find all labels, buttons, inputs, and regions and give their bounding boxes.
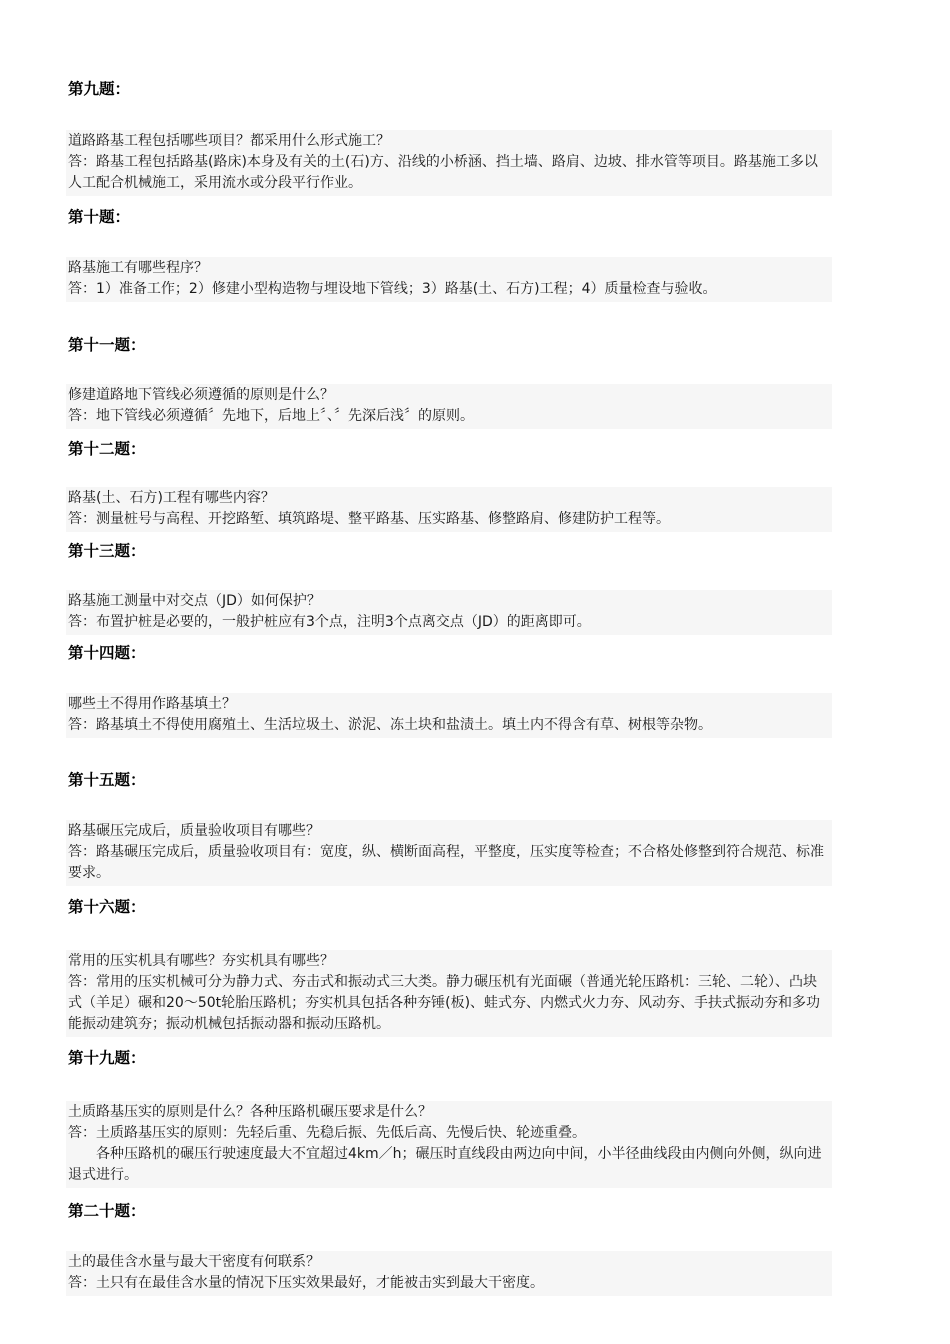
answer-text <box>68 972 830 1035</box>
qa-block <box>66 257 832 302</box>
qa-block <box>66 130 832 196</box>
answer-text <box>68 612 830 633</box>
question-heading: 第十三题： <box>68 542 146 560</box>
question-heading: 第十四题： <box>68 644 146 662</box>
question-text: 路基施工有哪些程序？ <box>68 260 208 276</box>
answer-paragraph: 答：土质路基压实的原则：先轻后重、先稳后振、先低后高、先慢后快、轮迹重叠。 <box>68 1125 586 1141</box>
question-heading: 第十九题： <box>68 1049 146 1067</box>
answer-text <box>68 1273 830 1294</box>
answer-paragraph: 答：路基填土不得使用腐殖土、生活垃圾土、淤泥、冻土块和盐渍土。填土内不得含有草、树根等杂物。 <box>68 717 712 733</box>
qa-block <box>66 384 832 429</box>
question-text: 修建道路地下管线必须遵循的原则是什么？ <box>68 387 334 403</box>
qa-block <box>66 820 832 886</box>
answer-text <box>68 152 830 194</box>
answer-paragraph: 答：路基工程包括路基(路床)本身及有关的土(石)方、沿线的小桥涵、挡土墙、路肩、边坡、排水管等项目。路基施工多以人工配合机械施工，采用流水或分段平行作业。 <box>68 154 818 191</box>
answer-paragraph: 各种压路机的碾压行驶速度最大不宜超过4km／h；碾压时直线段由两边向中间，小半径曲线段由内侧向外侧，纵向进退式进行。 <box>68 1146 822 1183</box>
qa-block <box>66 487 832 532</box>
question-text: 路基(土、石方)工程有哪些内容？ <box>68 490 275 506</box>
question-heading: 第二十题： <box>68 1202 146 1220</box>
question-heading: 第十五题： <box>68 771 146 789</box>
question-heading: 第十题： <box>68 208 131 226</box>
question-text: 常用的压实机具有哪些？夯实机具有哪些？ <box>68 953 334 969</box>
answer-text <box>68 279 830 300</box>
qa-block <box>66 950 832 1037</box>
question-heading: 第十二题： <box>68 440 146 458</box>
answer-paragraph: 答：路基碾压完成后，质量验收项目有：宽度，纵、横断面高程，平整度，压实度等检查；不合格处修整到符合规范、标准要求。 <box>68 844 824 881</box>
answer-text <box>68 509 830 530</box>
question-heading: 第十六题： <box>68 898 146 916</box>
answer-text <box>68 1123 830 1186</box>
qa-block <box>66 693 832 738</box>
question-text: 路基施工测量中对交点（JD）如何保护？ <box>68 593 321 609</box>
answer-paragraph: 答：1）准备工作；2）修建小型构造物与埋设地下管线；3）路基(土、石方)工程；4）质量检查与验收。 <box>68 281 717 297</box>
answer-paragraph: 答：地下管线必须遵循〞先地下，后地上〞、〞先深后浅〞的原则。 <box>68 408 474 424</box>
answer-paragraph: 答：土只有在最佳含水量的情况下压实效果最好，才能被击实到最大干密度。 <box>68 1275 544 1291</box>
question-text: 路基碾压完成后，质量验收项目有哪些？ <box>68 823 320 839</box>
answer-text <box>68 842 830 884</box>
question-text: 哪些土不得用作路基填土？ <box>68 696 236 712</box>
answer-paragraph: 答：布置护桩是必要的，一般护桩应有3个点，注明3个点离交点（JD）的距离即可。 <box>68 614 591 630</box>
question-text: 土质路基压实的原则是什么？各种压路机碾压要求是什么？ <box>68 1104 432 1120</box>
answer-text <box>68 715 830 736</box>
question-text: 道路路基工程包括哪些项目？都采用什么形式施工？ <box>68 133 390 149</box>
question-text: 土的最佳含水量与最大干密度有何联系？ <box>68 1254 320 1270</box>
question-heading: 第十一题： <box>68 336 146 354</box>
answer-text <box>68 406 830 427</box>
question-heading: 第九题： <box>68 80 131 98</box>
qa-block <box>66 1101 832 1188</box>
qa-block <box>66 1251 832 1296</box>
qa-block <box>66 590 832 635</box>
answer-paragraph: 答：测量桩号与高程、开挖路堑、填筑路堤、整平路基、压实路基、修整路肩、修建防护工程等。 <box>68 511 670 527</box>
answer-paragraph: 答：常用的压实机械可分为静力式、夯击式和振动式三大类。静力碾压机有光面碾（普通光轮压路机：三轮、二轮）、凸块式（羊足）碾和20～50t轮胎压路机；夯实机具包括各种夯锤(板)、蛙式夯、内燃式火力夯、风动夯、手扶式振动夯和多功能振动建筑夯；振动机械包括振动器和振动压路机。 <box>68 974 821 1032</box>
